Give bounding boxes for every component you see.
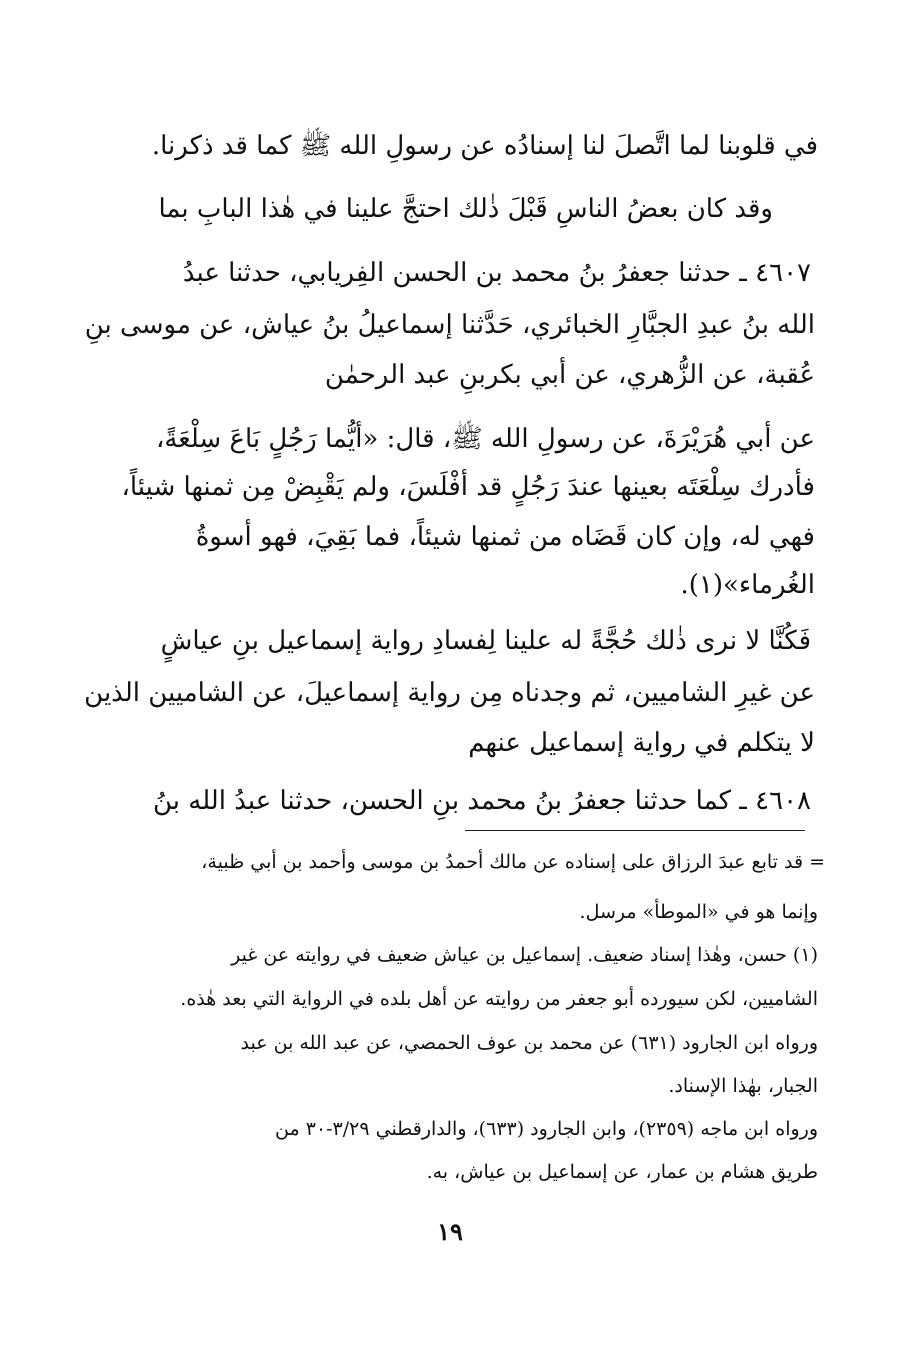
main-text-line: عن غيرِ الشاميين، ثم وجدناه مِن رواية إسماعيلَ، عن الشاميين الذين: [84, 678, 815, 708]
footnote-line: طريق هشام بن عمار، عن إسماعيل بن عياش، به.: [426, 1161, 818, 1183]
footnote-line: (١) حسن، وهٰذا إسناد ضعيف. إسماعيل بن عياش ضعيف في روايته عن غير: [231, 944, 818, 966]
main-text-line: وقد كان بعضُ الناسِ قَبْلَ ذٰلك احتجَّ علينا في هٰذا البابِ بما: [158, 194, 773, 224]
main-text-line: لا يتكلم في رواية إسماعيل عنهم: [468, 728, 815, 758]
footnote-line: ورواه ابن ماجه (٢٣٥٩)، وابن الجارود (٦٣٣)، والدارقطني ٣/٢٩-٣٠ من: [275, 1118, 818, 1140]
main-text-line: عُقبة، عن الزُّهري، عن أبي بكربنِ عبد الرحمٰن: [324, 360, 815, 390]
footnote-separator: [465, 830, 805, 831]
main-text-line: الله بنُ عبدِ الجبَّارِ الخبائري، حَدَّثنا إسماعيلُ بنُ عياش، عن موسى بنِ: [84, 310, 815, 340]
main-text-line: ٤٦٠٧ ـ حدثنا جعفرُ بنُ محمد بن الحسن الفِريابي، حدثنا عبدُ: [182, 258, 811, 288]
main-text-line: ٤٦٠٨ ـ كما حدثنا جعفرُ بنُ محمد بنِ الحسن، حدثنا عبدُ الله بنُ: [152, 786, 811, 816]
footnote-line: وإنما هو في «الموطأ» مرسل.: [579, 901, 818, 923]
footnote-line: الجبار، بهٰذا الإسناد.: [668, 1075, 818, 1097]
footnote-line: ورواه ابن الجارود (٦٣١) عن محمد بن عوف الحمصي، عن عبد الله بن عبد: [240, 1032, 818, 1054]
main-text-line: عن أبي هُرَيْرَةَ، عن رسولِ الله ﷺ، قال: «أيُّما رَجُلٍ بَاعَ سِلْعَةً،: [155, 424, 815, 454]
footnote-line: الشاميين، لكن سيورده أبو جعفر من روايته عن أهل بلده في الرواية التي بعد هٰذه.: [180, 988, 818, 1010]
main-text-line: الغُرماء»(١).: [680, 570, 815, 600]
main-text-line: فهي له، وإن كان قَضَاه من ثمنها شيئاً، فما بَقِيَ، فهو أسوةُ: [195, 522, 815, 552]
page-number: ١٩: [437, 1217, 463, 1246]
main-text-line: فَكُنَّا لا نرى ذٰلك حُجَّةً له علينا لِفسادِ رواية إسماعيل بنِ عياشٍ: [160, 626, 811, 656]
footnote-line: = قد تابع عبدَ الرزاق على إسناده عن مالك أحمدُ بن موسى وأحمد بن أبي ظبية،: [201, 851, 825, 873]
main-text-line: فأدرك سِلْعَتَه بعينها عندَ رَجُلٍ قد أفْلَسَ، ولم يَقْبِضْ مِن ثمنها شيئاً،: [121, 472, 815, 502]
main-text-line: في قلوبنا لما اتَّصلَ لنا إسنادُه عن رسولِ الله ﷺ كما قد ذكرنا.: [151, 131, 818, 161]
